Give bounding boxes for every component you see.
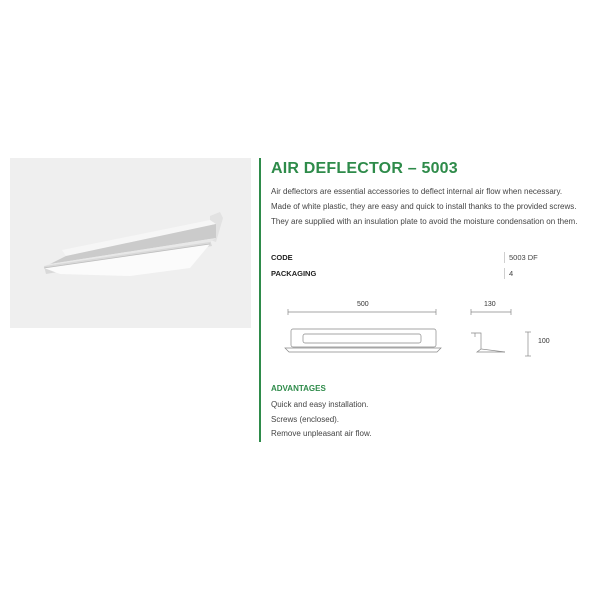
advantages-heading: ADVANTAGES <box>271 384 326 393</box>
list-item: Screws (enclosed). <box>271 414 340 424</box>
spec-code-value: 5003 DF <box>509 253 538 262</box>
spec-separator <box>504 268 505 279</box>
dimension-depth-label: 130 <box>484 301 496 308</box>
advantages-list <box>271 398 372 442</box>
dimension-length-label: 500 <box>357 301 369 308</box>
spec-packaging-value: 4 <box>509 269 514 278</box>
dimension-height-label: 100 <box>538 338 550 345</box>
technical-drawing <box>271 296 561 366</box>
product-title: AIR DEFLECTOR – 5003 <box>271 160 458 177</box>
spec-separator <box>504 252 505 263</box>
product-photo <box>10 158 251 328</box>
description-line: Made of white plastic, they are easy and quick to install thanks to the provided screws. <box>271 202 577 211</box>
air-deflector-illustration <box>10 158 251 328</box>
spec-packaging-label: PACKAGING <box>271 269 317 278</box>
section-divider <box>259 158 261 442</box>
spec-code-label: CODE <box>271 253 293 262</box>
list-item: Quick and easy installation. <box>271 400 369 409</box>
description-line: They are supplied with an insulation plate to avoid the moisture condensation on them. <box>271 217 578 226</box>
product-description <box>271 184 596 229</box>
description-line: Air deflectors are essential accessories to deflect internal air flow when necessary. <box>271 187 563 196</box>
list-item: Remove unpleasant air flow. <box>271 429 372 438</box>
